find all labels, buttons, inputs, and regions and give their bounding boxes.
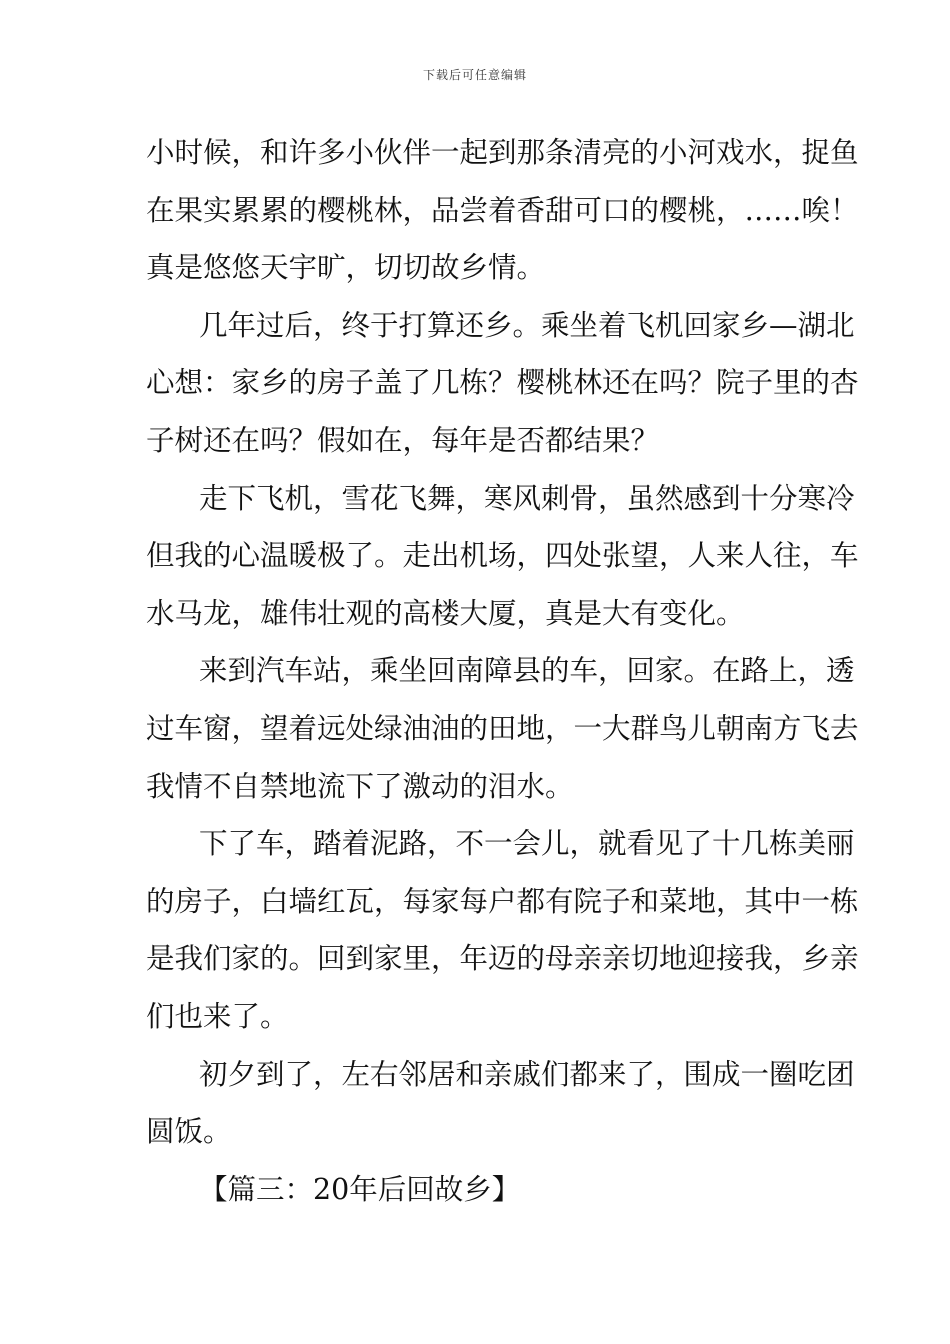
text-line: 下了车，踏着泥路，不一会儿，就看见了十几栋美丽 <box>199 827 855 861</box>
text-line: 但我的心温暖极了。走出机场，四处张望，人来人往，车 <box>146 539 859 573</box>
text-line: 们也来了。 <box>146 999 289 1033</box>
text-line: 的房子，白墙红瓦，每家每户都有院子和菜地，其中一栋 <box>146 884 859 918</box>
paragraph-1 <box>146 124 859 297</box>
paragraph-5 <box>146 815 859 1045</box>
text-line: 过车窗，望着远处绿油油的田地，一大群鸟儿朝南方飞去 <box>146 711 859 745</box>
text-line: 我情不自禁地流下了激动的泪水。 <box>146 769 574 803</box>
text-line: 圆饭。 <box>146 1115 232 1149</box>
text-line: 子树还在吗？假如在，每年是否都结果？ <box>146 423 660 457</box>
paragraph-4 <box>146 642 859 815</box>
text-line: 真是悠悠天宇旷，切切故乡情。 <box>146 251 546 285</box>
text-line: 心想：家乡的房子盖了几栋？樱桃林还在吗？院子里的杏 <box>146 366 859 400</box>
paragraph-2 <box>146 297 859 470</box>
text-line: 小时候，和许多小伙伴一起到那条清亮的小河戏水，捉鱼 <box>146 136 859 169</box>
paragraph-3 <box>146 470 859 643</box>
text-line: 水马龙，雄伟壮观的高楼大厦，真是大有变化。 <box>146 596 745 630</box>
paragraph-6 <box>146 1046 855 1161</box>
document-body <box>146 124 859 1218</box>
text-line: 走下飞机，雪花飞舞，寒风刺骨，虽然感到十分寒冷 <box>199 481 855 515</box>
section-heading <box>146 1161 826 1219</box>
text-line: 是我们家的。回到家里，年迈的母亲亲切地迎接我，乡亲 <box>146 942 859 976</box>
page-header: 下载后可任意编辑 <box>422 68 527 82</box>
text-line: 几年过后，终于打算还乡。乘坐着飞机回家乡—湖北 <box>199 308 855 342</box>
text-line: 初夕到了，左右邻居和亲戚们都来了，围成一圈吃团 <box>199 1057 855 1091</box>
text-line: 来到汽车站，乘坐回南障县的车，回家。在路上，透 <box>199 654 855 688</box>
section-title: 【篇三：20年后回故乡】 <box>199 1172 521 1206</box>
text-line: 在果实累累的樱桃林，品尝着香甜可口的樱桃，……唉！ <box>146 193 859 227</box>
